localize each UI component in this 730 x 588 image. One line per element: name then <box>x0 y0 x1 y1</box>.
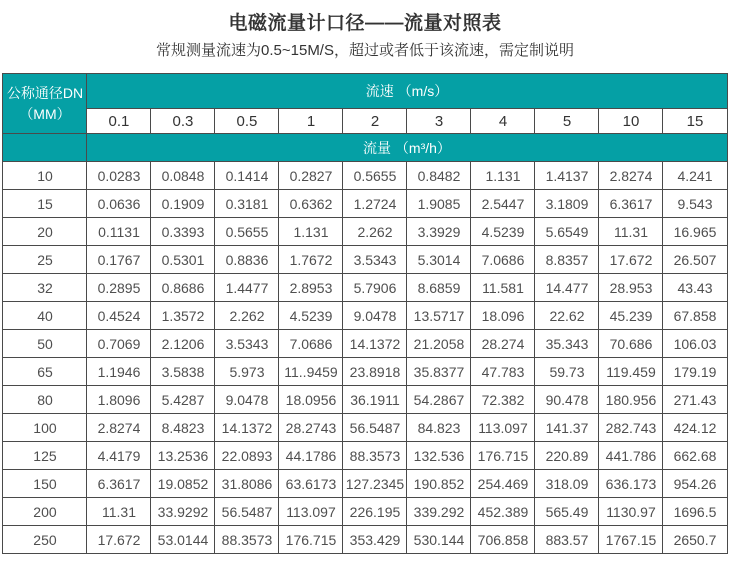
velocity-value-cell: 1 <box>279 109 343 134</box>
flow-value-cell: 113.097 <box>471 414 535 442</box>
flow-value-cell: 90.478 <box>535 386 599 414</box>
flow-value-cell: 5.3014 <box>407 246 471 274</box>
flow-value-cell: 59.73 <box>535 358 599 386</box>
flow-comparison-table <box>2 73 727 554</box>
flow-value-cell: 4.4179 <box>87 442 151 470</box>
flow-value-cell: 1.4477 <box>215 274 279 302</box>
flow-value-cell: 176.715 <box>471 442 535 470</box>
table-row <box>3 526 727 554</box>
table-row <box>3 498 727 526</box>
flow-value-cell: 33.9292 <box>151 498 215 526</box>
flow-value-cell: 0.8686 <box>151 274 215 302</box>
flow-value-cell: 26.507 <box>663 246 727 274</box>
dn-value-cell: 125 <box>3 442 87 470</box>
flow-value-cell: 5.4287 <box>151 386 215 414</box>
flow-value-cell: 3.5838 <box>151 358 215 386</box>
flow-value-cell: 2.8274 <box>87 414 151 442</box>
flow-value-cell: 0.0636 <box>87 190 151 218</box>
flow-value-cell: 180.956 <box>599 386 663 414</box>
dn-value-cell: 10 <box>3 162 87 190</box>
flow-value-cell: 11..9459 <box>279 358 343 386</box>
dn-value-cell: 50 <box>3 330 87 358</box>
flow-value-cell: 132.536 <box>407 442 471 470</box>
flow-value-cell: 565.49 <box>535 498 599 526</box>
flow-value-cell: 220.89 <box>535 442 599 470</box>
flow-value-cell: 4.5239 <box>471 218 535 246</box>
flow-value-cell: 53.0144 <box>151 526 215 554</box>
flow-value-cell: 0.0848 <box>151 162 215 190</box>
flow-value-cell: 2.8953 <box>279 274 343 302</box>
flow-value-cell: 8.8357 <box>535 246 599 274</box>
flow-value-cell: 1.4137 <box>535 162 599 190</box>
flow-value-cell: 3.1809 <box>535 190 599 218</box>
flow-value-cell: 70.686 <box>599 330 663 358</box>
flow-value-cell: 0.1767 <box>87 246 151 274</box>
velocity-value-cell: 0.5 <box>215 109 279 134</box>
flow-value-cell: 13.2536 <box>151 442 215 470</box>
velocity-values-row <box>3 109 727 134</box>
flow-value-cell: 3.5343 <box>215 330 279 358</box>
flow-value-cell: 0.5655 <box>343 162 407 190</box>
flow-value-cell: 4.5239 <box>279 302 343 330</box>
flow-value-cell: 45.239 <box>599 302 663 330</box>
velocity-value-cell: 0.3 <box>151 109 215 134</box>
flow-value-cell: 9.0478 <box>215 386 279 414</box>
flow-value-cell: 271.43 <box>663 386 727 414</box>
flow-value-cell: 1767.15 <box>599 526 663 554</box>
flow-value-cell: 0.1909 <box>151 190 215 218</box>
flow-value-cell: 44.1786 <box>279 442 343 470</box>
flow-value-cell: 14.477 <box>535 274 599 302</box>
flow-value-cell: 47.783 <box>471 358 535 386</box>
flow-value-cell: 8.6859 <box>407 274 471 302</box>
flow-value-cell: 441.786 <box>599 442 663 470</box>
table-row <box>3 190 727 218</box>
flow-value-cell: 339.292 <box>407 498 471 526</box>
table-row <box>3 414 727 442</box>
flow-value-cell: 2.262 <box>343 218 407 246</box>
flow-value-cell: 0.8836 <box>215 246 279 274</box>
flow-value-cell: 883.57 <box>535 526 599 554</box>
flow-value-cell: 31.8086 <box>215 470 279 498</box>
velocity-value-cell: 3 <box>407 109 471 134</box>
flow-value-cell: 226.195 <box>343 498 407 526</box>
flow-value-cell: 0.2827 <box>279 162 343 190</box>
flow-value-cell: 2.5447 <box>471 190 535 218</box>
table-row <box>3 302 727 330</box>
flow-value-cell: 28.2743 <box>279 414 343 442</box>
flow-value-cell: 9.0478 <box>343 302 407 330</box>
table-row <box>3 330 727 358</box>
flow-value-cell: 0.3393 <box>151 218 215 246</box>
flow-value-cell: 54.2867 <box>407 386 471 414</box>
dn-value-cell: 80 <box>3 386 87 414</box>
flow-header-row <box>3 134 727 162</box>
flow-value-cell: 8.4823 <box>151 414 215 442</box>
table-row <box>3 386 727 414</box>
flow-value-cell: 141.37 <box>535 414 599 442</box>
flow-value-cell: 954.26 <box>663 470 727 498</box>
table-row <box>3 358 727 386</box>
flow-value-cell: 0.1131 <box>87 218 151 246</box>
flow-value-cell: 72.382 <box>471 386 535 414</box>
flow-value-cell: 88.3573 <box>215 526 279 554</box>
dn-value-cell: 32 <box>3 274 87 302</box>
flow-value-cell: 1.2724 <box>343 190 407 218</box>
dn-value-cell: 250 <box>3 526 87 554</box>
flow-value-cell: 0.8482 <box>407 162 471 190</box>
flow-value-cell: 17.672 <box>599 246 663 274</box>
flow-header: 流量 （m³/h） <box>87 134 727 162</box>
dn-value-cell: 20 <box>3 218 87 246</box>
flow-value-cell: 18.096 <box>471 302 535 330</box>
dn-value-cell: 15 <box>3 190 87 218</box>
velocity-value-cell: 2 <box>343 109 407 134</box>
velocity-value-cell: 5 <box>535 109 599 134</box>
table-body <box>3 162 727 554</box>
velocity-header: 流速 （m/s） <box>87 74 727 109</box>
flow-value-cell: 4.241 <box>663 162 727 190</box>
flow-value-cell: 353.429 <box>343 526 407 554</box>
flow-value-cell: 6.3617 <box>599 190 663 218</box>
flow-value-cell: 5.7906 <box>343 274 407 302</box>
corner-empty-cell <box>3 134 87 162</box>
flow-value-cell: 1.8096 <box>87 386 151 414</box>
flow-value-cell: 56.5487 <box>343 414 407 442</box>
flow-value-cell: 282.743 <box>599 414 663 442</box>
flow-value-cell: 424.12 <box>663 414 727 442</box>
velocity-value-cell: 10 <box>599 109 663 134</box>
dn-value-cell: 40 <box>3 302 87 330</box>
flow-value-cell: 3.3929 <box>407 218 471 246</box>
flow-value-cell: 84.823 <box>407 414 471 442</box>
flow-value-cell: 22.0893 <box>215 442 279 470</box>
flow-value-cell: 16.965 <box>663 218 727 246</box>
flow-value-cell: 530.144 <box>407 526 471 554</box>
corner-header-dn <box>3 74 87 134</box>
flow-value-cell: 106.03 <box>663 330 727 358</box>
flow-value-cell: 0.0283 <box>87 162 151 190</box>
page-subtitle: 常规测量流速为0.5~15M/S，超过或者低于该流速，需定制说明 <box>156 42 574 59</box>
flow-value-cell: 7.0686 <box>471 246 535 274</box>
flow-value-cell: 14.1372 <box>343 330 407 358</box>
flow-value-cell: 13.5717 <box>407 302 471 330</box>
flow-value-cell: 1696.5 <box>663 498 727 526</box>
flow-value-cell: 113.097 <box>279 498 343 526</box>
flow-value-cell: 2.1206 <box>151 330 215 358</box>
dn-value-cell: 150 <box>3 470 87 498</box>
flow-value-cell: 0.6362 <box>279 190 343 218</box>
flow-value-cell: 2650.7 <box>663 526 727 554</box>
flow-value-cell: 36.1911 <box>343 386 407 414</box>
flow-value-cell: 179.19 <box>663 358 727 386</box>
flow-value-cell: 9.543 <box>663 190 727 218</box>
corner-header-line1: 公称通径DN <box>6 85 84 102</box>
flow-value-cell: 11.581 <box>471 274 535 302</box>
flow-value-cell: 28.953 <box>599 274 663 302</box>
flow-value-cell: 5.973 <box>215 358 279 386</box>
flow-value-cell: 1.9085 <box>407 190 471 218</box>
flow-value-cell: 28.274 <box>471 330 535 358</box>
flow-value-cell: 0.5301 <box>151 246 215 274</box>
table-row <box>3 274 727 302</box>
flow-value-cell: 452.389 <box>471 498 535 526</box>
flow-value-cell: 119.459 <box>599 358 663 386</box>
flow-value-cell: 0.3181 <box>215 190 279 218</box>
flow-value-cell: 17.672 <box>87 526 151 554</box>
flow-value-cell: 67.858 <box>663 302 727 330</box>
flow-value-cell: 2.262 <box>215 302 279 330</box>
flow-value-cell: 636.173 <box>599 470 663 498</box>
flow-value-cell: 1.131 <box>279 218 343 246</box>
flow-value-cell: 127.2345 <box>343 470 407 498</box>
flow-value-cell: 35.8377 <box>407 358 471 386</box>
flow-value-cell: 3.5343 <box>343 246 407 274</box>
flow-value-cell: 5.6549 <box>535 218 599 246</box>
table-row <box>3 246 727 274</box>
flow-value-cell: 19.0852 <box>151 470 215 498</box>
flow-value-cell: 2.8274 <box>599 162 663 190</box>
flow-value-cell: 88.3573 <box>343 442 407 470</box>
flow-value-cell: 7.0686 <box>279 330 343 358</box>
flow-value-cell: 0.5655 <box>215 218 279 246</box>
flow-value-cell: 1.1946 <box>87 358 151 386</box>
flow-value-cell: 22.62 <box>535 302 599 330</box>
dn-value-cell: 200 <box>3 498 87 526</box>
flow-value-cell: 1.131 <box>471 162 535 190</box>
flow-value-cell: 176.715 <box>279 526 343 554</box>
flow-value-cell: 18.0956 <box>279 386 343 414</box>
table-row <box>3 218 727 246</box>
flow-value-cell: 190.852 <box>407 470 471 498</box>
flow-value-cell: 6.3617 <box>87 470 151 498</box>
velocity-header-row <box>3 74 727 109</box>
flow-value-cell: 14.1372 <box>215 414 279 442</box>
page-title: 电磁流量计口径——流量对照表 <box>228 13 502 34</box>
flow-value-cell: 0.4524 <box>87 302 151 330</box>
flow-value-cell: 63.6173 <box>279 470 343 498</box>
velocity-value-cell: 0.1 <box>87 109 151 134</box>
flow-value-cell: 1.7672 <box>279 246 343 274</box>
table-row <box>3 470 727 498</box>
flow-value-cell: 1.3572 <box>151 302 215 330</box>
flow-value-cell: 21.2058 <box>407 330 471 358</box>
corner-header-line2: （MM） <box>19 105 71 122</box>
flow-value-cell: 11.31 <box>87 498 151 526</box>
flow-value-cell: 0.7069 <box>87 330 151 358</box>
velocity-value-cell: 15 <box>663 109 727 134</box>
flow-value-cell: 1130.97 <box>599 498 663 526</box>
table-row <box>3 162 727 190</box>
velocity-value-cell: 4 <box>471 109 535 134</box>
flow-value-cell: 0.1414 <box>215 162 279 190</box>
flow-value-cell: 56.5487 <box>215 498 279 526</box>
flow-value-cell: 11.31 <box>599 218 663 246</box>
dn-value-cell: 65 <box>3 358 87 386</box>
flow-value-cell: 35.343 <box>535 330 599 358</box>
flow-value-cell: 43.43 <box>663 274 727 302</box>
flow-value-cell: 706.858 <box>471 526 535 554</box>
dn-value-cell: 100 <box>3 414 87 442</box>
flow-value-cell: 254.469 <box>471 470 535 498</box>
table-row <box>3 442 727 470</box>
flow-value-cell: 662.68 <box>663 442 727 470</box>
flow-value-cell: 23.8918 <box>343 358 407 386</box>
flow-value-cell: 0.2895 <box>87 274 151 302</box>
dn-value-cell: 25 <box>3 246 87 274</box>
flow-value-cell: 318.09 <box>535 470 599 498</box>
